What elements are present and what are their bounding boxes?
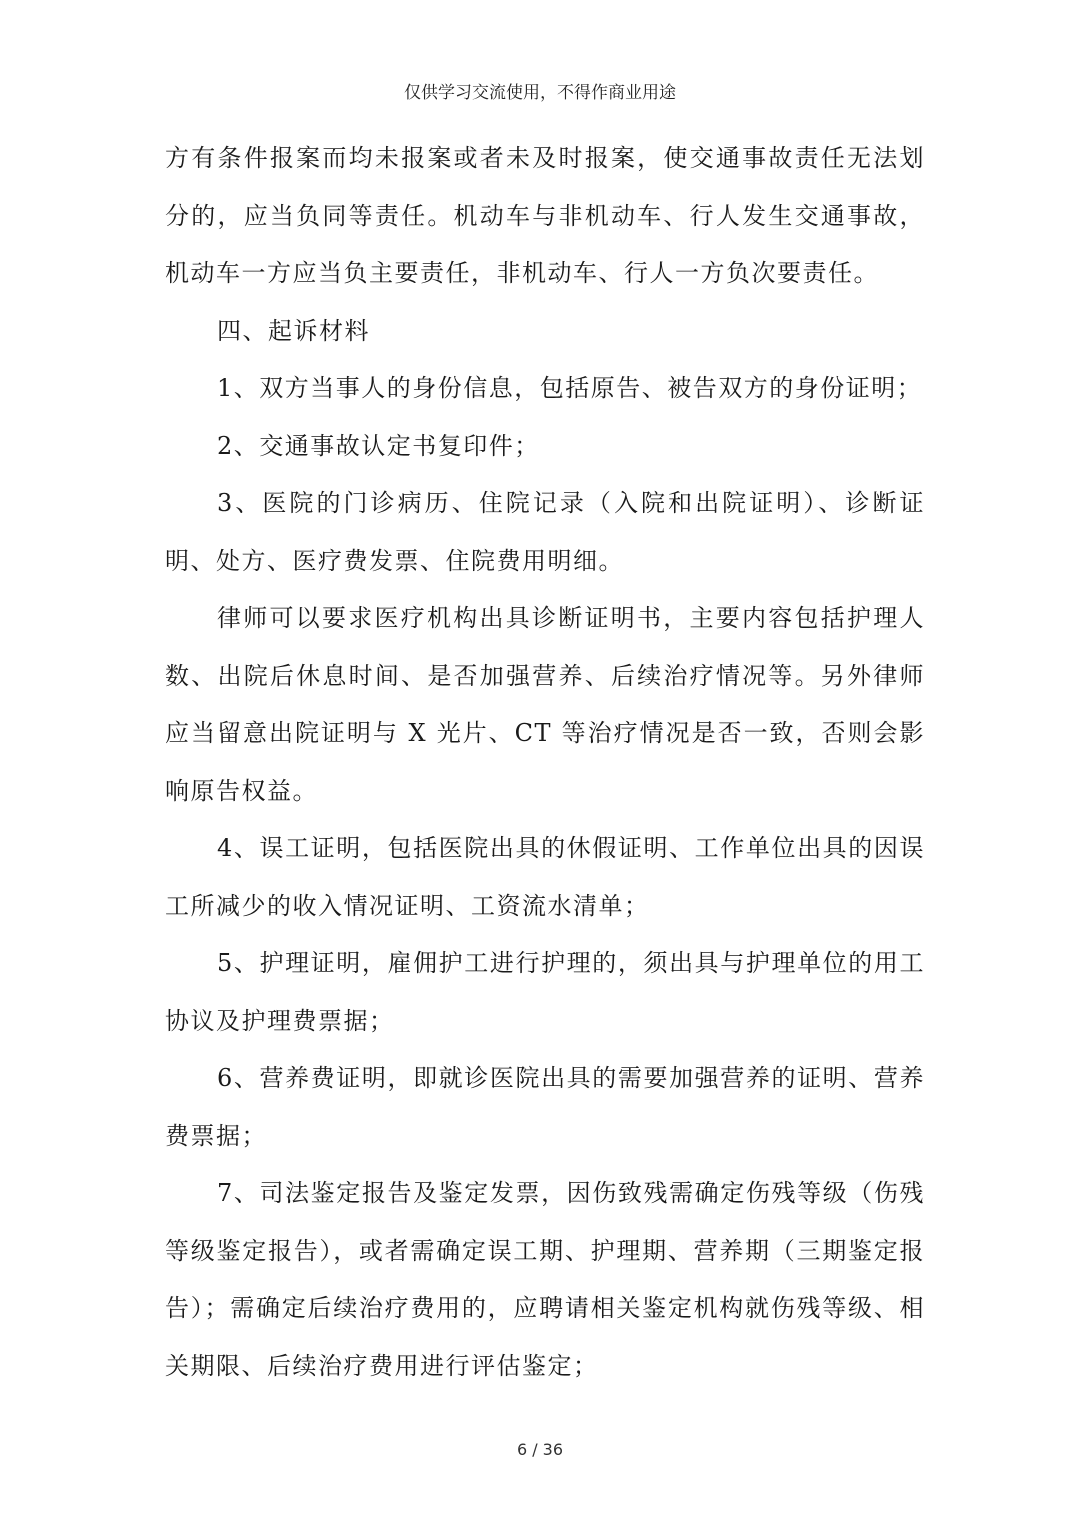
list-item: 5、护理证明，雇佣护工进行护理的，须出具与护理单位的用工协议及护理费票据； — [165, 949, 925, 1035]
section-heading: 四、起诉材料 — [217, 316, 370, 345]
list-item: 2、交通事故认定书复印件； — [217, 431, 540, 460]
header-notice: 仅供学习交流使用，不得作商业用途 — [404, 83, 676, 103]
list-item: 7、司法鉴定报告及鉴定发票，因伤致残需确定伤残等级（伤残等级鉴定报告），或者需确定误工期、护理期、营养期（三期鉴定报告）；需确定后续治疗费用的，应聘请相关鉴定机构就伤残等级、相关期限、后续治疗费用进行评估鉴定； — [165, 1179, 925, 1380]
paragraph: 方有条件报案而均未报案或者未及时报案，使交通事故责任无法划分的，应当负同等责任。机动车与非机动车、行人发生交通事故，机动车一方应当负主要责任，非机动车、行人一方负次要责任。 — [165, 144, 925, 287]
document-body — [165, 130, 925, 1395]
list-item: 1、双方当事人的身份信息，包括原告、被告双方的身份证明； — [217, 374, 923, 402]
page-number: 6 / 36 — [516, 1440, 564, 1459]
list-item: 4、误工证明，包括医院出具的休假证明、工作单位出具的因误工所减少的收入情况证明、工资流水清单； — [165, 834, 925, 920]
paragraph: 律师可以要求医疗机构出具诊断证明书，主要内容包括护理人数、出院后休息时间、是否加强营养、后续治疗情况等。另外律师应当留意出院证明与 X 光片、CT 等治疗情况是否一致，否则会影响原告权益。 — [165, 604, 925, 805]
list-item: 6、营养费证明，即就诊医院出具的需要加强营养的证明、营养费票据； — [165, 1064, 925, 1150]
list-item: 3、医院的门诊病历、住院记录（入院和出院证明）、诊断证明、处方、医疗费发票、住院费用明细。 — [165, 489, 925, 575]
